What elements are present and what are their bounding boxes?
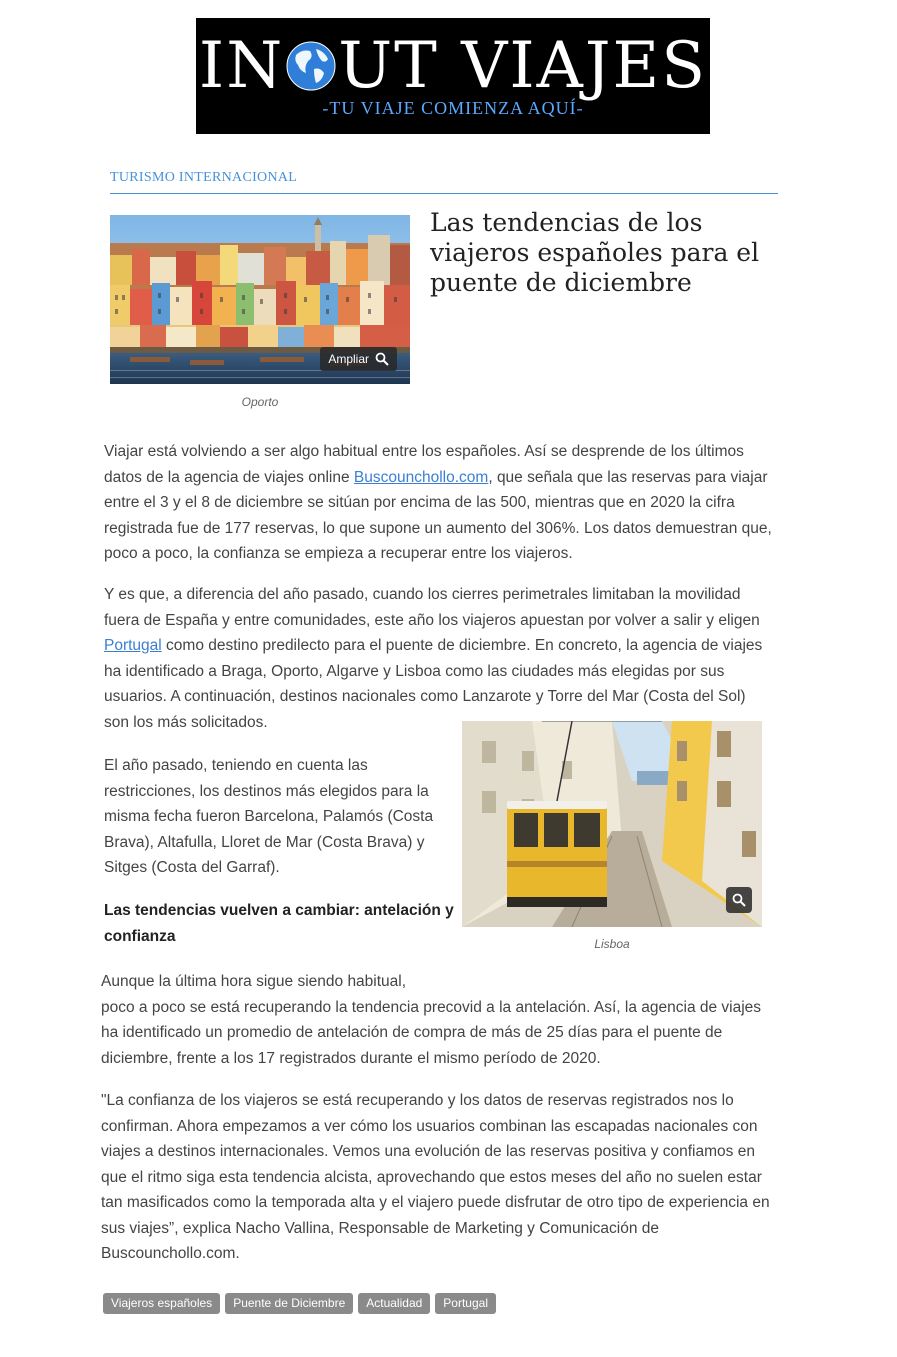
section-label[interactable]: TURISMO INTERNACIONAL	[110, 170, 778, 194]
paragraph-2: Y es que, a diferencia del año pasado, cuando los cierres perimetrales limitaban la movilidad fuera de España y entre comunidades, este año los viajeros apuestan por volver a salir y eligen Portugal como destino predilecto para el puente de diciembre. En concreto, la agencia de viajes ha identificado a Braga, Oporto, Algarve y Lisboa como las ciudades más elegidas por sus usuarios. A continuación, destinos nacionales como Lanzarote y Torre del Mar (Costa del Sol) son los más solicitados.	[104, 586, 763, 731]
article-headline: Las tendencias de los viajeros españoles para el puente de diciembre	[430, 208, 760, 297]
tag-actualidad[interactable]: Actualidad	[358, 1293, 430, 1314]
tag-portugal[interactable]: Portugal	[435, 1293, 496, 1314]
link-portugal[interactable]: Portugal	[104, 637, 162, 654]
paragraph-4: Aunque la última hora sigue siendo habitual, poco a poco se está recuperando la tendencia precovid a la antelación. Así, la agencia de viajes ha identificado un promedio de antelación de compra de más de 25 días para el puente de diciembre, frente a los 17 registrados durante el mismo período de 2020.	[101, 973, 762, 1067]
magnifier-icon	[732, 893, 746, 907]
lisboa-image[interactable]	[462, 721, 762, 927]
hero-image-oporto[interactable]	[110, 215, 410, 384]
tag-list	[103, 1293, 496, 1314]
magnifier-icon	[375, 352, 389, 366]
hero-caption: Oporto	[241, 395, 279, 409]
paragraph-1: Viajar está volviendo a ser algo habitual entre los españoles. Así se desprende de los últimos datos de la agencia de viajes online Buscounchollo.com, que señala que las reservas para viajar entre el 3 y el 8 de diciembre se sitúan por encima de las 500, mientras que en 2020 la cifra registrada fue de 177 reservas, lo que supone un aumento del 306%. Los datos demuestran que, poco a poco, la confianza se empieza a recuperar entre los viajeros.	[104, 443, 772, 562]
article-subheading: Las tendencias vuelven a cambiar: antelación y confianza	[104, 902, 454, 945]
logo-tagline: -TU VIAJE COMIENZA AQUÍ-	[322, 98, 584, 118]
paragraph-3: El año pasado, teniendo en cuenta las restricciones, los destinos más elegidos para la misma fecha fueron Barcelona, Palamós (Costa Brava), Altafulla, Lloret de Mar (Costa Brava) y Sitges (Costa del Garraf).	[104, 757, 434, 876]
tag-puente-de-diciembre[interactable]: Puente de Diciembre	[225, 1293, 353, 1314]
site-logo[interactable]	[196, 18, 710, 134]
lisboa-illustration	[462, 721, 762, 927]
paragraph-5: "La confianza de los viajeros se está recuperando y los datos de reservas registrados nos lo confirman. Ahora empezamos a ver cómo los usuarios combinan las escapadas nacionales con viajes a destinos internacionales. Vemos una evolución de las reservas positiva y confiamos en que el ritmo siga esta tendencia alcista, aprovechando que estos meses del año no suelen estar tan masificados como la temporada alta y el viajero puede disfrutar de otro tipo de experiencia en sus viajes”, explica Nacho Vallina, Responsable de Marketing y Comunicación de Buscounchollo.com.	[101, 1092, 770, 1262]
lisboa-caption: Lisboa	[594, 937, 630, 951]
zoom-button[interactable]	[726, 887, 752, 913]
logo-title: IN UT VIAJES	[198, 29, 708, 103]
link-buscounchollo[interactable]: Buscounchollo.com	[353, 468, 489, 486]
globe-icon	[286, 41, 336, 91]
ampliar-button[interactable]	[320, 347, 397, 371]
tag-viajeros-espanoles[interactable]: Viajeros españoles	[103, 1293, 220, 1314]
ampliar-label: Ampliar	[328, 352, 369, 366]
